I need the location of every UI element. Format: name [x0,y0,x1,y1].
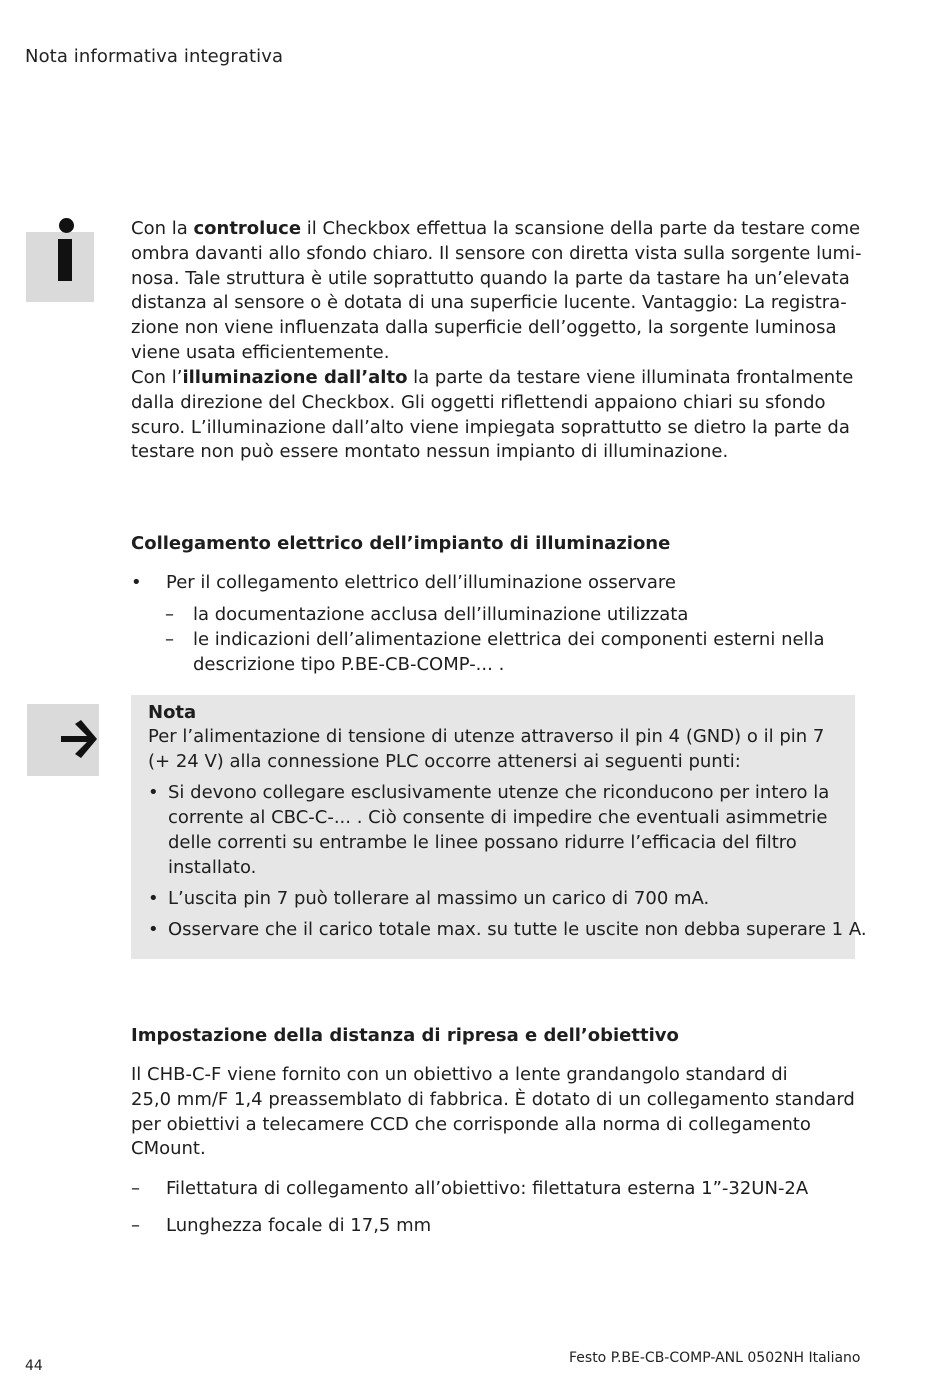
text-line: zione non viene influenzata dalla superficie dell’oggetto, la sorgente luminosa [131,317,837,339]
text-line [131,366,853,391]
dash-marker: – [165,629,174,650]
text-line: scuro. L’illuminazione dall’alto viene impiegata soprattutto se dietro la parte da [131,416,850,438]
page-number: 44 [25,1358,43,1374]
list-item-text: Per il collegamento elettrico dell’illuminazione osservare [166,572,676,593]
dash-marker: – [131,1215,140,1236]
section-heading-lens: Impostazione della distanza di ripresa e dell’obiettivo [131,1025,679,1046]
note-intro [148,725,824,775]
note-list-item [148,887,848,912]
dash-marker: – [131,1178,140,1199]
text-line: viene usata efficientemente. [131,341,390,363]
text-line: Il CHB-C-F viene fornito con un obiettivo a lente grandangolo standard di [131,1064,788,1085]
sub-list-item-text: la documentazione acclusa dell’illuminazione utilizzata [193,604,689,625]
footer-document-id: Festo P.BE-CB-COMP-ANL 0502NH Italiano [569,1350,861,1366]
bullet-marker: • [131,572,142,593]
list-item [131,1177,851,1202]
text-run: Con la [131,218,194,239]
text-run: la parte da testare viene illuminata frontalmente [407,367,854,388]
note-list-item-text: installato. [168,857,257,878]
note-list-item-text: Si devono collegare esclusivamente utenze che riconducono per intero la [168,782,830,803]
text-line: ombra davanti allo sfondo chiaro. Il sensore con diretta vista sulla sorgente lumi- [131,242,862,264]
note-list-item [148,781,848,881]
note-list-item-text: corrente al CBC-C-... . Ciò consente di impedire che eventuali asimmetrie [168,807,828,828]
bullet-marker: • [148,782,159,803]
list-item [131,571,851,596]
note-list-item-text: delle correnti su entrambe le linee possano ridurre l’efficacia del filtro [168,832,797,853]
note-list-item-text: L’uscita pin 7 può tollerare al massimo un carico di 700 mA. [168,888,710,909]
text-line: distanza al sensore o è dotata di una superficie lucente. Vantaggio: La registra- [131,292,847,314]
term-illuminazione-dall-alto: illuminazione dall’alto [182,367,408,388]
list-item-text: Filettatura di collegamento all’obiettivo: filettatura esterna 1”-32UN-2A [166,1178,809,1199]
term-controluce: controluce [193,218,302,239]
sub-list-item [165,628,855,678]
list-item-text: Lunghezza focale di 17,5 mm [166,1215,432,1236]
sub-list-item-text: descrizione tipo P.BE-CB-COMP-... . [193,654,505,675]
text-line: nosa. Tale struttura è utile soprattutto quando la parte da tastare ha un’elevata [131,267,850,289]
text-line: testare non può essere montato nessun impianto di illuminazione. [131,441,729,463]
section-heading-electrical: Collegamento elettrico dell’impianto di illuminazione [131,533,671,554]
bullet-marker: • [148,888,159,909]
text-line [131,217,862,242]
text-line: 25,0 mm/F 1,4 preassemblato di fabbrica. È dotato di un collegamento standard [131,1088,855,1110]
text-line: dalla direzione del Checkbox. Gli oggetti riflettendi appaiono chiari su sfondo [131,391,826,413]
text-line: (+ 24 V) alla connessione PLC occorre attenersi ai seguenti punti: [148,750,741,772]
text-run: Con l’ [131,367,183,388]
note-list-item-text: Osservare che il carico totale max. su tutte le uscite non debba superare 1 A. [168,919,867,940]
info-icon [26,232,94,302]
text-line: Per l’alimentazione di tensione di utenze attraverso il pin 4 (GND) o il pin 7 [148,726,825,747]
text-line: CMount. [131,1138,206,1160]
page-header: Nota informativa integrativa [25,46,284,67]
list-item [131,1214,851,1239]
info-paragraph-2 [131,366,853,465]
text-run: il Checkbox effettua la scansione della parte da testare come [301,218,861,239]
text-line: per obiettivi a telecamere CCD che corrisponde alla norma di collegamento [131,1113,811,1135]
sub-list-item-text: le indicazioni dell’alimentazione elettrica dei componenti esterni nella [193,629,825,650]
note-list-item [148,918,867,943]
bullet-marker: • [148,919,159,940]
note-title: Nota [148,702,197,723]
info-paragraph-1 [131,217,862,366]
arrow-right-icon [27,704,99,776]
dash-marker: – [165,604,174,625]
lens-paragraph [131,1063,855,1162]
sub-list-item [165,603,855,628]
